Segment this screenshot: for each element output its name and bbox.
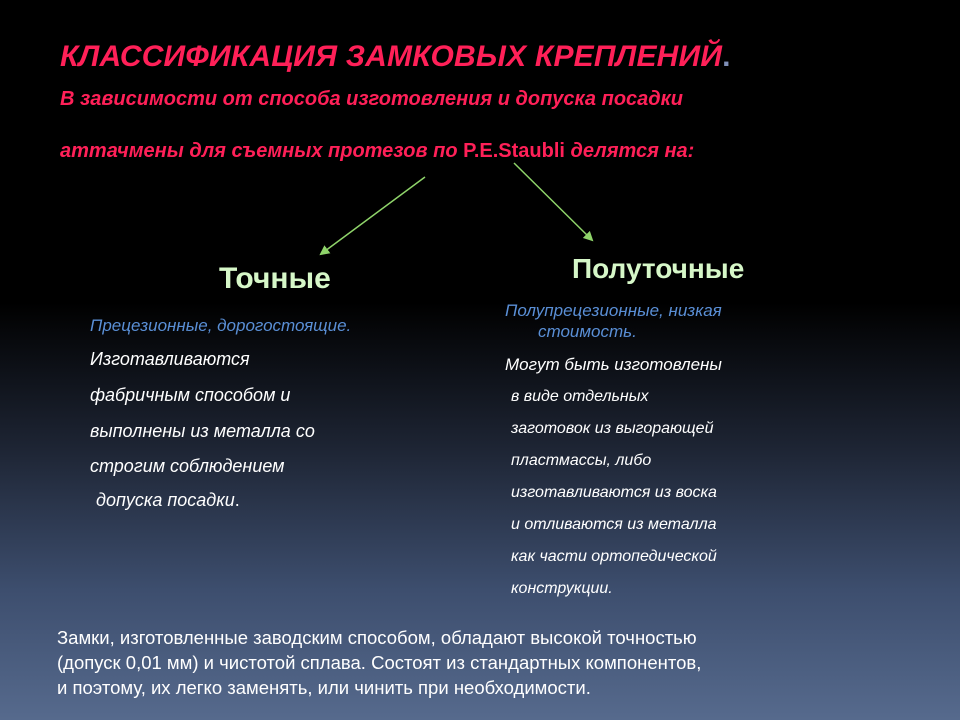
right-line-8: конструкции. — [511, 580, 613, 597]
left-line-4: строгим соблюдением — [90, 456, 285, 476]
footer-line-1: Замки, изготовленные заводским способом, обладают высокой точностью — [57, 627, 697, 648]
footer-line-2: (допуск 0,01 мм) и чистотой сплава. Состоят из стандартных компонентов, — [57, 652, 702, 673]
left-line-1: Изготавливаются — [90, 349, 250, 369]
arrow-right — [514, 163, 592, 240]
right-line-1: Могут быть изготовлены — [505, 355, 722, 374]
right-line-5: изготавливаются из воска — [511, 484, 717, 501]
footer-paragraph — [57, 625, 917, 700]
left-line-3: выполнены из металла со — [90, 421, 315, 441]
arrow-left — [321, 177, 425, 254]
title-dot: . — [722, 40, 731, 73]
left-line-5-dot: . — [234, 490, 240, 510]
right-line-4: пластмассы, либо — [511, 452, 652, 469]
right-line-2: в виде отдельных — [511, 388, 649, 405]
right-description-2: стоимость. — [538, 322, 637, 341]
subtitle-line-1: В зависимости от способа изготовления и допуска посадки — [60, 88, 684, 110]
right-line-6: и отливаются из металла — [511, 516, 717, 533]
right-line-7: как части ортопедической — [511, 548, 717, 565]
left-line-2: фабричным способом и — [90, 385, 291, 405]
footer-line-3: и поэтому, их легко заменять, или чинить при необходимости. — [57, 677, 591, 698]
title-text: КЛАССИФИКАЦИЯ ЗАМКОВЫХ КРЕПЛЕНИЙ — [60, 40, 723, 73]
subtitle-line-2-pre: аттачмены для съемных протезов по — [60, 140, 458, 162]
right-line-3: заготовок из выгорающей — [511, 420, 714, 437]
left-line-5-text: допуска посадки — [96, 490, 235, 510]
subtitle-line-2-post: делятся на: — [570, 140, 695, 162]
left-description: Прецезионные, дорогостоящие. — [90, 316, 352, 335]
heading-semi-precise: Полуточные — [572, 253, 745, 284]
left-line-5 — [96, 490, 240, 511]
right-description-1: Полупрецезионные, низкая — [505, 301, 722, 320]
heading-precise: Точные — [219, 262, 331, 295]
subtitle-author: P.E.Staubli — [463, 140, 565, 162]
